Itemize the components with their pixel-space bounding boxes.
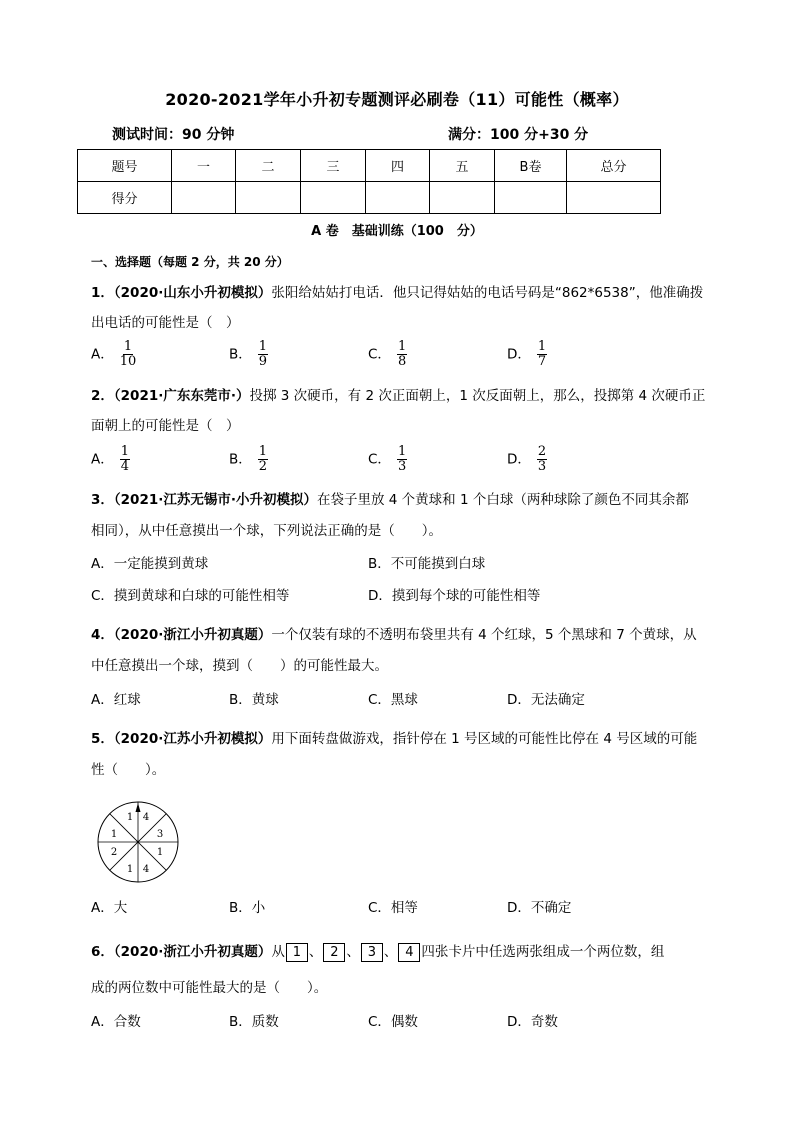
question-1 bbox=[91, 283, 711, 303]
question-text: 张阳给姑姑打电话．他只记得姑姑的电话号码是“862*6538”，他准确拨 bbox=[271, 285, 704, 301]
option-a[interactable]: A．一定能摸到黄球 bbox=[91, 556, 209, 572]
question-number: 5． bbox=[91, 731, 114, 747]
spinner-label: 2 bbox=[110, 847, 118, 858]
question-number: 4． bbox=[91, 627, 114, 643]
numerator: 1 bbox=[120, 444, 130, 459]
score-cell[interactable] bbox=[495, 182, 567, 214]
header-cell: B卷 bbox=[495, 150, 567, 182]
question-number: 1． bbox=[91, 285, 114, 301]
question-source: （2021·广东东莞市·） bbox=[113, 388, 250, 404]
option-b[interactable]: B．质数 bbox=[229, 1014, 279, 1030]
numerator: 1 bbox=[397, 444, 407, 459]
question-2-cont: 面朝上的可能性是（ ） bbox=[91, 418, 240, 434]
header-cell: 五 bbox=[430, 150, 495, 182]
score-table-header-row bbox=[78, 150, 661, 182]
separator: 、 bbox=[346, 944, 360, 960]
option-d[interactable]: D．摸到每个球的可能性相等 bbox=[368, 588, 541, 604]
option-a[interactable]: A．合数 bbox=[91, 1014, 141, 1030]
spinner-label: 4 bbox=[142, 812, 150, 823]
fraction bbox=[120, 340, 137, 369]
question-source: （2020·山东小升初模拟） bbox=[113, 285, 272, 301]
question-6 bbox=[91, 942, 711, 962]
spinner-label: 1 bbox=[126, 812, 134, 823]
question-2 bbox=[91, 386, 711, 406]
option-label: C． bbox=[368, 346, 391, 363]
option-label: D． bbox=[507, 346, 531, 363]
question-6-cont: 成的两位数中可能性最大的是（ ）。 bbox=[91, 980, 328, 996]
test-time: 测试时间：90 分钟 bbox=[112, 127, 235, 143]
numerator: 1 bbox=[258, 339, 268, 354]
denominator: 8 bbox=[397, 354, 407, 369]
number-card: 4 bbox=[398, 943, 420, 962]
spinner-label: 1 bbox=[156, 847, 164, 858]
option-b[interactable] bbox=[229, 340, 268, 369]
fraction bbox=[537, 340, 547, 369]
fraction bbox=[397, 340, 407, 369]
option-b[interactable]: B．黄球 bbox=[229, 692, 279, 708]
question-3 bbox=[91, 490, 711, 510]
header-cell: 总分 bbox=[567, 150, 661, 182]
separator: 、 bbox=[308, 944, 323, 960]
option-label: B． bbox=[229, 346, 252, 363]
separator: 、 bbox=[383, 944, 398, 960]
option-c[interactable] bbox=[368, 445, 407, 474]
question-3-cont: 相同），从中任意摸出一个球，下列说法正确的是（ ）。 bbox=[91, 523, 442, 539]
numerator: 2 bbox=[537, 444, 547, 459]
question-source: （2020·浙江小升初真题） bbox=[113, 627, 272, 643]
question-text: 四张卡片中任选两张组成一个两位数，组 bbox=[421, 944, 665, 960]
option-label: A． bbox=[91, 346, 114, 363]
number-card: 1 bbox=[286, 943, 308, 962]
numerator: 1 bbox=[537, 339, 547, 354]
fraction bbox=[258, 340, 268, 369]
option-label: D． bbox=[507, 451, 531, 468]
fraction bbox=[258, 445, 268, 474]
question-number: 6． bbox=[91, 944, 114, 960]
fraction bbox=[120, 445, 130, 474]
denominator: 4 bbox=[120, 459, 130, 474]
option-a[interactable] bbox=[91, 445, 130, 474]
score-row-label: 得分 bbox=[78, 182, 172, 214]
denominator: 7 bbox=[537, 354, 547, 369]
score-cell[interactable] bbox=[366, 182, 430, 214]
fraction bbox=[537, 445, 547, 474]
option-label: B． bbox=[229, 451, 252, 468]
score-cell[interactable] bbox=[430, 182, 495, 214]
option-a[interactable] bbox=[91, 340, 136, 369]
question-number: 2． bbox=[91, 388, 114, 404]
spinner-label: 4 bbox=[142, 864, 150, 875]
spinner-pointer bbox=[136, 803, 141, 812]
option-c[interactable] bbox=[368, 340, 407, 369]
numerator: 1 bbox=[123, 339, 133, 354]
option-d[interactable]: D．无法确定 bbox=[507, 692, 585, 708]
denominator: 9 bbox=[258, 354, 268, 369]
denominator: 3 bbox=[397, 459, 407, 474]
option-b[interactable]: B．不可能摸到白球 bbox=[368, 556, 486, 572]
option-d[interactable] bbox=[507, 340, 547, 369]
score-table-score-row bbox=[78, 182, 661, 214]
numerator: 1 bbox=[397, 339, 407, 354]
section-1-heading: 一、选择题（每题 2 分，共 20 分） bbox=[91, 255, 289, 269]
spinner-label: 3 bbox=[156, 829, 164, 840]
option-c[interactable]: C．相等 bbox=[368, 900, 418, 916]
header-cell: 一 bbox=[172, 150, 236, 182]
question-text: 用下面转盘做游戏，指针停在 1 号区域的可能性比停在 4 号区域的可能 bbox=[271, 731, 698, 747]
question-4 bbox=[91, 625, 711, 645]
question-5 bbox=[91, 729, 711, 749]
option-a[interactable]: A．大 bbox=[91, 900, 128, 916]
question-text: 投掷 3 次硬币，有 2 次正面朝上，1 次反面朝上，那么，投掷第 4 次硬币正 bbox=[249, 388, 706, 404]
option-label: C． bbox=[368, 451, 391, 468]
score-cell[interactable] bbox=[236, 182, 301, 214]
spinner-label: 1 bbox=[126, 864, 134, 875]
spinner-diagram bbox=[96, 800, 180, 884]
question-source: （2021·江苏无锡市·小升初模拟） bbox=[113, 492, 317, 508]
option-label: A． bbox=[91, 451, 114, 468]
denominator: 2 bbox=[258, 459, 268, 474]
number-card: 3 bbox=[361, 943, 383, 962]
option-c[interactable]: C．黑球 bbox=[368, 692, 418, 708]
question-1-cont: 出电话的可能性是（ ） bbox=[91, 315, 240, 331]
option-c[interactable]: C．摸到黄球和白球的可能性相等 bbox=[91, 588, 290, 604]
denominator: 3 bbox=[537, 459, 547, 474]
option-c[interactable]: C．偶数 bbox=[368, 1014, 418, 1030]
full-score: 满分：100 分+30 分 bbox=[448, 127, 589, 143]
option-a[interactable]: A．红球 bbox=[91, 692, 141, 708]
score-table bbox=[77, 149, 661, 214]
number-card: 2 bbox=[323, 943, 345, 962]
header-cell: 三 bbox=[301, 150, 366, 182]
question-5-cont: 性（ ）。 bbox=[91, 762, 166, 778]
score-cell[interactable] bbox=[172, 182, 236, 214]
option-d[interactable] bbox=[507, 445, 547, 474]
header-cell: 题号 bbox=[78, 150, 172, 182]
question-4-cont: 中任意摸出一个球，摸到（ ）的可能性最大。 bbox=[91, 658, 388, 674]
question-number: 3． bbox=[91, 492, 114, 508]
question-text: 从 bbox=[271, 944, 285, 960]
spinner-label: 1 bbox=[110, 829, 118, 840]
header-cell: 二 bbox=[236, 150, 301, 182]
question-text: 一个仅装有球的不透明布袋里共有 4 个红球，5 个黑球和 7 个黄球，从 bbox=[271, 627, 697, 643]
question-source: （2020·江苏小升初模拟） bbox=[113, 731, 272, 747]
score-cell[interactable] bbox=[567, 182, 661, 214]
score-cell[interactable] bbox=[301, 182, 366, 214]
fraction bbox=[397, 445, 407, 474]
header-cell: 四 bbox=[366, 150, 430, 182]
option-b[interactable] bbox=[229, 445, 268, 474]
numerator: 1 bbox=[258, 444, 268, 459]
question-text: 在袋子里放 4 个黄球和 1 个白球（两种球除了颜色不同其余都 bbox=[317, 492, 689, 508]
option-b[interactable]: B．小 bbox=[229, 900, 266, 916]
option-d[interactable]: D．不确定 bbox=[507, 900, 572, 916]
section-a-heading: A 卷 基础训练（100 分） bbox=[311, 224, 483, 239]
question-source: （2020·浙江小升初真题） bbox=[113, 944, 272, 960]
denominator: 10 bbox=[119, 354, 137, 369]
option-d[interactable]: D．奇数 bbox=[507, 1014, 558, 1030]
page-title: 2020-2021学年小升初专题测评必刷卷（11）可能性（概率） bbox=[165, 90, 629, 109]
